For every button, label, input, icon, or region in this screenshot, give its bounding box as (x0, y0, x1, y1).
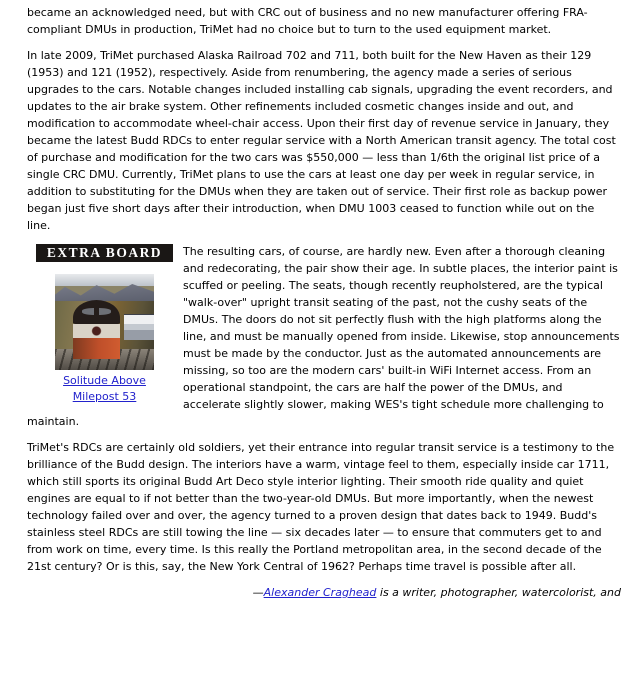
photo-locomotive-nose (73, 300, 121, 360)
paragraph-3-section (27, 243, 621, 439)
paragraph-1: became an acknowledged need, but with CRC out of business and no new manufacturer offering FRA-compliant DMUs in production, TriMet had no choice but to turn to the used equipment market. (27, 6, 588, 36)
photo-caption-link[interactable]: Solitude Above Milepost 53 (63, 374, 146, 403)
paragraph-2: In late 2009, TriMet purchased Alaska Railroad 702 and 711, both built for the New Haven as their 129 (1953) and 121 (1952), respectively. Aside from renumbering, the agency made a series of serious upgrades to the cars. Notable changes included installing cab signals, upgrading the event recorders, and updates to the air brake system. Other refinements included cosmetic changes inside and out, and modification to accommodate wheel-chair access. Upon their first day of revenue service in January, they became the latest Budd RDCs to enter regular service with a North American transit agency. The total cost of purchase and modification for the two cars was $550,000 — less than 1/6th the original list price of a single CRC DMU. Currently, TriMet plans to use the cars at least one day per week in regular service, in addition to substituting for the DMUs when they are taken out of service. Their first role as backup power began just five short days after their introduction, when DMU 1003 ceased to function while out on the line. (27, 49, 616, 232)
paragraph-3: The resulting cars, of course, are hardly new. Even after a thorough cleaning and redecorating, the pair show their age. In subtle places, the interior paint is scuffed or peeling. The seats, though recently reupholstered, are the typical "walk-over" upright transit seating of the past, not the cushy seats of the DMUs. The doors do not sit perfectly flush with the high platforms along the line, and must be manually opened from inside. Likewise, stop announcements must be made by the conductor. Just as the automated announcements are missing, so too are the modern cars' built-in WiFi Internet access. From an operational standpoint, the cars are half the power of the DMUs, and accelerate slightly slower, making WES's tight schedule more challenging to maintain. (27, 245, 620, 428)
locomotive-orange-band (73, 338, 121, 359)
locomotive-white-band (73, 324, 121, 338)
photo-sky (55, 274, 154, 286)
extra-board-header: EXTRA BOARD (36, 244, 173, 262)
locomotive-windshield (82, 308, 111, 315)
train-photo (55, 274, 154, 370)
attribution-dash: — (252, 586, 264, 599)
author-link[interactable]: Alexander Craghead (263, 586, 377, 599)
attribution-line (27, 584, 621, 601)
extra-board-sidebar (36, 244, 173, 405)
attribution-text: is a writer, photographer, watercolorist, and (376, 586, 621, 599)
paragraph-4: TriMet's RDCs are certainly old soldiers, yet their entrance into regular transit service is a testimony to the brilliance of the Budd design. The interiors have a warm, vintage feel to them, especially inside car 1711, which still sports its original Budd Art Deco style interior lighting. Their smooth ride quality and quiet engines are equal to if not better than the two-year-old DMUs. But more importantly, when the newest technology failed over and over, the agency turned to a proven design that dates back to 1949. Budd's stainless steel RDCs are still towing the line — six decades later — to ensure that commuters get to and from work on time, every time. Is this really the Portland metropolitan area, in the second decade of the 21st century? Or is this, say, the New York Central of 1962? Perhaps time travel is possible after all. (27, 441, 615, 573)
photo-coach-cars (124, 314, 154, 340)
